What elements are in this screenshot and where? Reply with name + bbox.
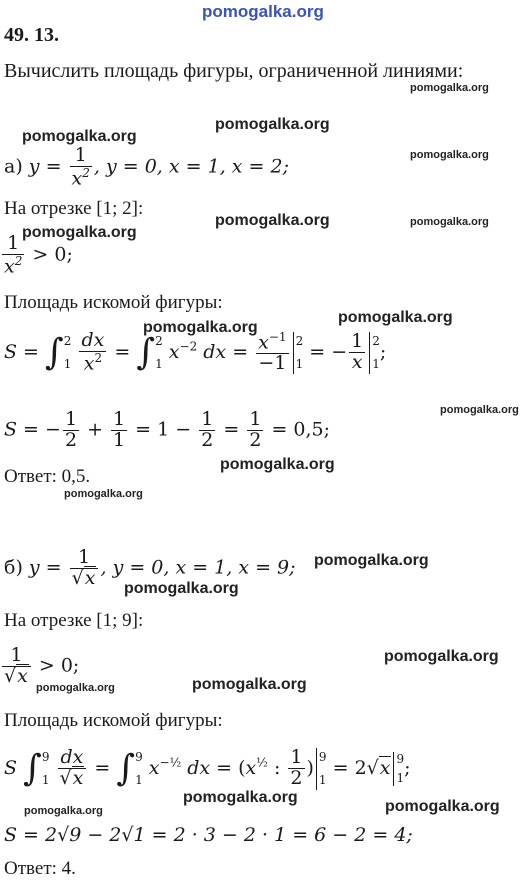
part-b-positivity xyxy=(0,646,79,687)
part-b-conditions: y = 0, x = 1, x = 9; xyxy=(112,556,296,579)
watermark: pomogalka.org xyxy=(215,116,330,133)
fraction-one-over-x-squared: $\frac{1}{x^2}$ xyxy=(71,144,90,190)
fraction-one-over-x-squared: $\frac{1}{x^2}$ xyxy=(4,232,23,278)
watermark: pomogalka.org xyxy=(143,319,258,336)
watermark: pomogalka.org xyxy=(24,805,103,817)
problem-number: 49. 13. xyxy=(4,24,59,46)
watermark: pomogalka.org xyxy=(440,404,519,416)
watermark: pomogalka.org xyxy=(314,552,429,569)
part-b-answer: Ответ: 4. xyxy=(4,858,76,879)
watermark: pomogalka.org xyxy=(338,309,453,326)
part-a-label: а) xyxy=(4,155,23,178)
watermark: pomogalka.org xyxy=(384,648,499,665)
watermark: pomogalka.org xyxy=(124,580,239,597)
watermark: pomogalka.org xyxy=(22,128,137,145)
part-a-segment: На отрезке [1; 2]: xyxy=(4,198,144,219)
positive-inequality: > 0; xyxy=(32,243,73,266)
part-a-area-label: Площадь искомой фигуры: xyxy=(4,292,223,313)
watermark: pomogalka.org xyxy=(220,456,335,473)
part-a-functions: а) y = $\frac{1}{x^2}$ , y = 0, x = 1, x = 2; xyxy=(4,144,289,190)
fraction-one-over-sqrt-x: $\frac{1}{√x}$ xyxy=(2,646,31,687)
watermark: pomogalka.org xyxy=(410,149,489,161)
watermark: pomogalka.org xyxy=(202,2,324,21)
part-b-integral: S ∫ 9 1 $\frac{dx}{√x}$ = ∫ 9 1 $x^{-\frac{1}{2}}$ dx = ($x^{\frac{1}{2}}$ : $\frac{1}{2}$ ) 9 1 = 2√x 9 1 ; xyxy=(4,746,411,790)
part-a-answer: Ответ: 0,5. xyxy=(4,466,91,487)
watermark: pomogalka.org xyxy=(36,682,115,694)
watermark: pomogalka.org xyxy=(385,798,500,815)
watermark: pomogalka.org xyxy=(183,789,298,806)
fraction-one-over-sqrt-x: $\frac{1}{√x}$ xyxy=(70,548,99,589)
watermark: pomogalka.org xyxy=(215,212,330,229)
watermark: pomogalka.org xyxy=(410,216,489,228)
watermark: pomogalka.org xyxy=(192,676,307,693)
watermark: pomogalka.org xyxy=(22,224,137,241)
part-b-label: б) xyxy=(4,556,23,579)
part-a-positivity xyxy=(0,234,73,277)
watermark: pomogalka.org xyxy=(64,488,143,500)
part-a-result: S = − $\frac{1}{2}$ + $\frac{1}{1}$ = 1 − $\frac{1}{2}$ = $\frac{1}{2}$ = 0,5; xyxy=(4,408,331,451)
part-a-integral: S = ∫ 2 1 $\frac{dx}{x^2}$ = ∫ 2 1 $x^{-2}$ dx = $\frac{x^{-1}}{-1}$ 2 1 = − $\frac{1}{x}$ 2 1 ; xyxy=(4,329,387,375)
part-a-conditions: y = 0, x = 1, x = 2; xyxy=(105,155,289,178)
part-b-functions: б) y = $\frac{1}{√x}$ , y = 0, x = 1, x = 9; xyxy=(4,546,296,589)
part-b-result: S = 2√9 − 2√1 = 2 · 3 − 2 · 1 = 6 − 2 = 4; xyxy=(4,824,413,846)
watermark: pomogalka.org xyxy=(410,82,489,94)
part-b-segment: На отрезке [1; 9]: xyxy=(4,610,144,631)
task-statement: Вычислить площадь фигуры, ограниченной линиями: xyxy=(4,60,464,82)
positive-inequality: > 0; xyxy=(38,654,80,677)
part-b-area-label: Площадь искомой фигуры: xyxy=(4,710,223,731)
